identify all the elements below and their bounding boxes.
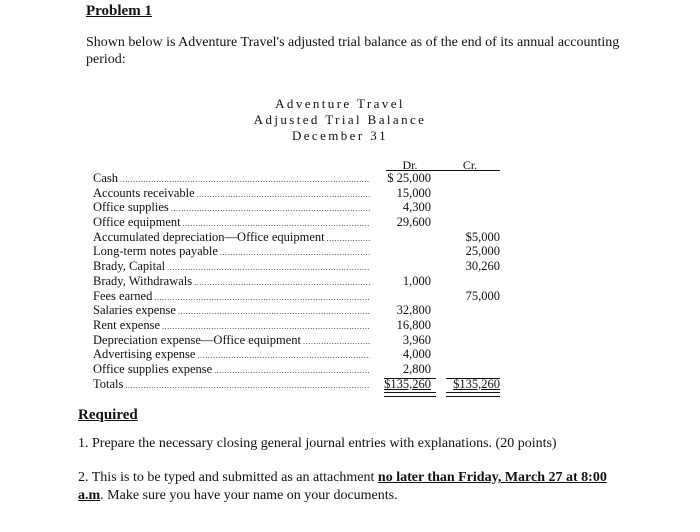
debit-amount: 32,800 [396,303,431,318]
account-name: Depreciation expense—Office equipment [93,332,302,347]
debit-amount: 4,300 [402,200,431,215]
credit-amount: $5,000 [465,229,500,244]
account-name: Salaries expense [93,303,176,318]
table-row [93,259,513,274]
statement-company: Adventure Travel [275,96,405,111]
debit-amount: 1,000 [402,273,431,288]
debit-amount: 2,800 [402,361,431,376]
debit-amount: 16,800 [396,317,431,332]
table-row [93,333,513,348]
account-name: Rent expense [93,317,160,332]
table-row [93,362,513,377]
statement-date: December 31 [291,128,389,143]
table-row [93,230,513,245]
account-name: Office supplies [93,200,169,215]
debit-amount: $ 25,000 [387,171,431,185]
credit-amount: 75,000 [465,288,500,303]
table-row [93,171,513,186]
account-name: Brady, Withdrawals [93,273,193,288]
account-name: Long-term notes payable [93,244,218,259]
leader-dots [125,379,370,394]
requirement-2-closing: . Make sure you have your name on your documents. [100,488,398,503]
deadline-text: no later than Friday, March 27 at 8:00 a.m [78,470,607,503]
account-name: Office supplies expense [93,361,213,376]
account-name: Cash [93,171,118,185]
table-row [93,318,513,333]
debit-subtotal-rule [384,378,436,379]
debit-amount: 29,600 [396,215,431,230]
intro-text: Shown below is Adventure Travel's adjusted trial balance as of the end of its annual accounting period: [86,35,620,67]
requirement-2 [78,469,608,505]
debit-column-header: Dr. [402,158,418,172]
credit-total-double-rule [446,392,500,397]
table-row [93,303,513,318]
table-row [93,289,513,304]
account-name: Accounts receivable [93,185,195,200]
requirement-1: 1. Prepare the necessary closing general journal entries with explanations. (20 points) [78,436,557,451]
account-name: Advertising expense [93,347,196,362]
debit-amount: 4,000 [402,347,431,362]
table-row [93,274,513,289]
credit-amount: 30,260 [465,259,500,274]
debit-amount: 3,960 [402,332,431,347]
account-name-cell [93,377,370,394]
account-name: Office equipment [93,215,181,230]
table-row [93,347,513,362]
table-row [93,186,513,201]
problem-title: Problem 1 [86,3,152,19]
requirement-2-text: 2. This is to be typed and submitted as an attachment [78,470,378,485]
account-name: Fees earned [93,288,153,303]
trial-balance-table [93,171,513,391]
account-name: Accumulated depreciation—Office equipment [93,229,325,244]
debit-total-double-rule [384,392,436,397]
credit-subtotal-rule [446,378,500,379]
debit-amount: $135,260 [384,376,431,391]
credit-amount: 25,000 [465,244,500,259]
credit-column-header: Cr. [462,158,478,172]
table-row [93,244,513,259]
credit-amount: $135,260 [453,376,500,391]
table-row [93,200,513,215]
required-heading: Required [78,407,138,423]
table-row [93,215,513,230]
account-name: Brady, Capital [93,259,166,274]
account-name: Totals [93,376,124,391]
debit-amount: 15,000 [396,185,431,200]
statement-title: Adjusted Trial Balance [253,112,427,127]
